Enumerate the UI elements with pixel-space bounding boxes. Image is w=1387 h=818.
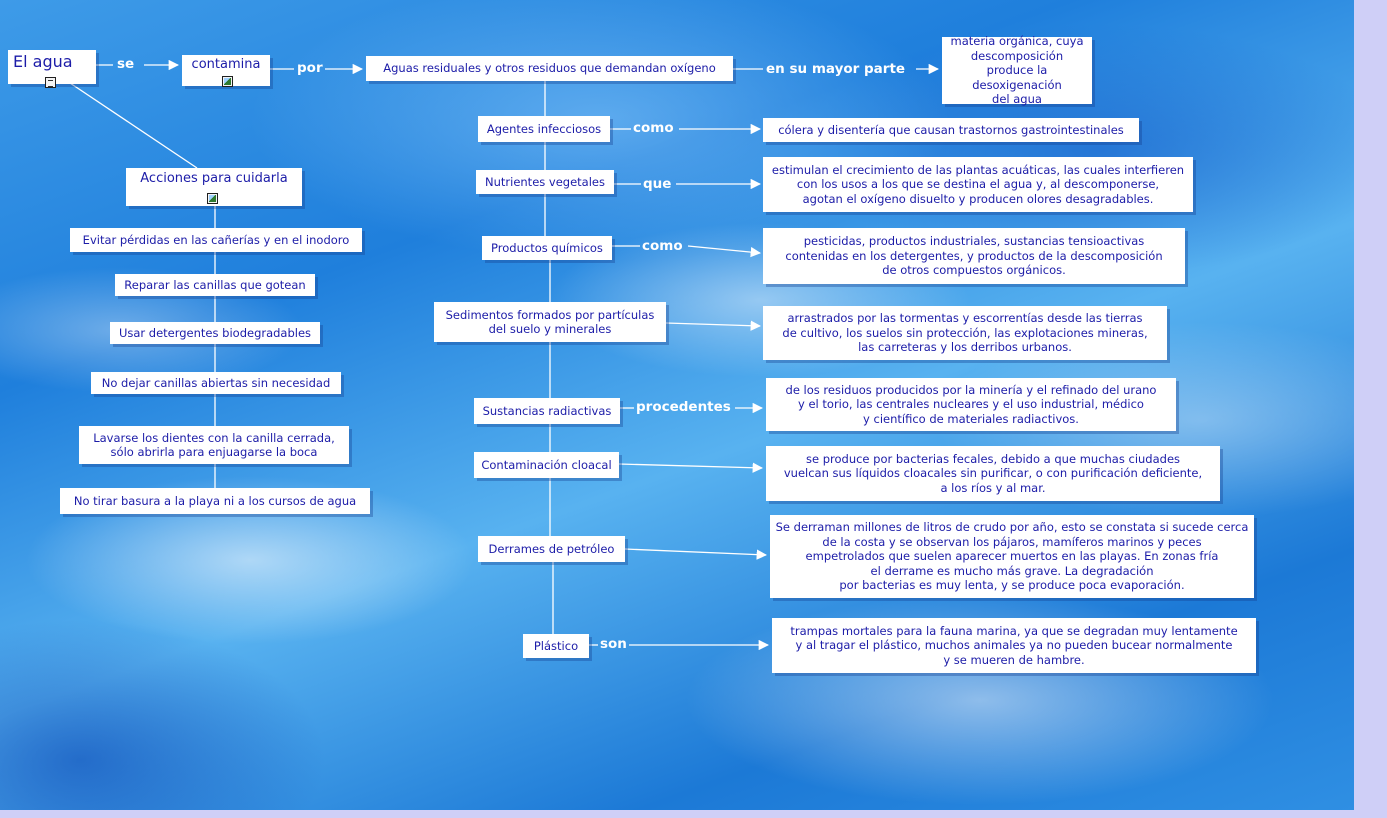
concept-residuos-mineria[interactable]: de los residuos producidos por la minería y el refinado del urano y el torio, las centrales nucleares y el uso industrial, médico y científico de materiales radiactivos. — [766, 378, 1176, 431]
link-word-se: se — [117, 56, 135, 72]
action-reparar-canillas[interactable]: Reparar las canillas que gotean — [115, 274, 315, 296]
document-icon[interactable] — [45, 77, 56, 88]
concept-aguas-residuales[interactable]: Aguas residuales y otros residuos que demandan oxígeno — [366, 56, 733, 81]
link-word-son: son — [600, 636, 627, 652]
link-sedimentos-arrastrados — [666, 323, 760, 326]
link-word-como: como — [633, 120, 674, 136]
link-word-que: que — [643, 176, 672, 192]
concept-arrastrados[interactable]: arrastrados por las tormentas y escorrentías desde las tierras de cultivo, los suelos sin protección, las explotaciones mineras, las carreteras y los derribos urbanos. — [763, 306, 1167, 360]
concept-label: El agua — [13, 52, 73, 71]
concept-pesticidas[interactable]: pesticidas, productos industriales, sustancias tensioactivas contenidas en los detergentes, y productos de la descomposición de otros compuestos orgánicos. — [763, 228, 1185, 284]
action-no-dejar-canillas[interactable]: No dejar canillas abiertas sin necesidad — [91, 372, 341, 394]
concept-contamina[interactable]: contamina — [182, 55, 270, 86]
action-evitar-perdidas[interactable]: Evitar pérdidas en las cañerías y en el inodoro — [70, 228, 362, 252]
image-icon[interactable] — [222, 76, 233, 87]
action-usar-detergentes[interactable]: Usar detergentes biodegradables — [110, 322, 320, 344]
link-word-por: por — [297, 60, 323, 76]
concept-productos-quimicos[interactable]: Productos químicos — [482, 236, 612, 260]
link-agua-acciones — [70, 83, 197, 168]
concept-sustancias-radiactivas[interactable]: Sustancias radiactivas — [474, 398, 620, 424]
concept-agentes-infecciosos[interactable]: Agentes infecciosos — [478, 116, 610, 142]
link-word-procedentes: procedentes — [636, 399, 731, 415]
link-derrames-crudo — [625, 549, 766, 555]
image-icon[interactable] — [207, 193, 218, 204]
concept-bacterias-fecales[interactable]: se produce por bacterias fecales, debido a que muchas ciudades vuelcan sus líquidos cloacales sin purificar, o con purificación deficiente, a los ríos y al mar. — [766, 446, 1220, 501]
concept-nutrientes-vegetales[interactable]: Nutrientes vegetales — [476, 170, 614, 194]
concept-acciones[interactable]: Acciones para cuidarla — [126, 168, 302, 206]
concept-contaminacion-cloacal[interactable]: Contaminación cloacal — [474, 452, 619, 478]
link-cloacal-bacterias — [619, 464, 762, 468]
action-no-tirar-basura[interactable]: No tirar basura a la playa ni a los cursos de agua — [60, 488, 370, 514]
concept-crudo[interactable]: Se derraman millones de litros de crudo por año, esto se constata si sucede cerca de la costa y se observan los pájaros, mamíferos marinos y peces empetrolados que suelen aparecer muertos en las playas. En zonas fría el derrame es mucho más grave. La degradación por bacterias es muy lenta, y se produce poca evaporación. — [770, 515, 1254, 598]
concept-plastico[interactable]: Plástico — [523, 634, 589, 658]
link-word-en-su-mayor-parte: en su mayor parte — [766, 61, 906, 77]
concept-materia-organica[interactable]: materia orgánica, cuya descomposición produce la desoxigenación del agua — [942, 37, 1092, 104]
concept-estimulan[interactable]: estimulan el crecimiento de las plantas acuáticas, las cuales interfieren con los usos a los que se destina el agua y, al descomponerse, agotan el oxígeno disuelto y producen olores desagradables. — [763, 157, 1193, 212]
concept-derrames-petroleo[interactable]: Derrames de petróleo — [478, 536, 625, 562]
concept-colera[interactable]: cólera y disentería que causan trastornos gastrointestinales — [763, 118, 1139, 142]
link-como-pesticidas — [688, 246, 760, 253]
action-lavarse-dientes[interactable]: Lavarse los dientes con la canilla cerrada, sólo abrirla para enjuagarse la boca — [79, 426, 349, 464]
link-word-como: como — [642, 238, 683, 254]
concept-trampas[interactable]: trampas mortales para la fauna marina, ya que se degradan muy lentamente y al tragar el plástico, muchos animales ya no pueden bucear normalmente y se mueren de hambre. — [772, 618, 1256, 673]
concept-sedimentos[interactable]: Sedimentos formados por partículas del suelo y minerales — [434, 302, 666, 342]
